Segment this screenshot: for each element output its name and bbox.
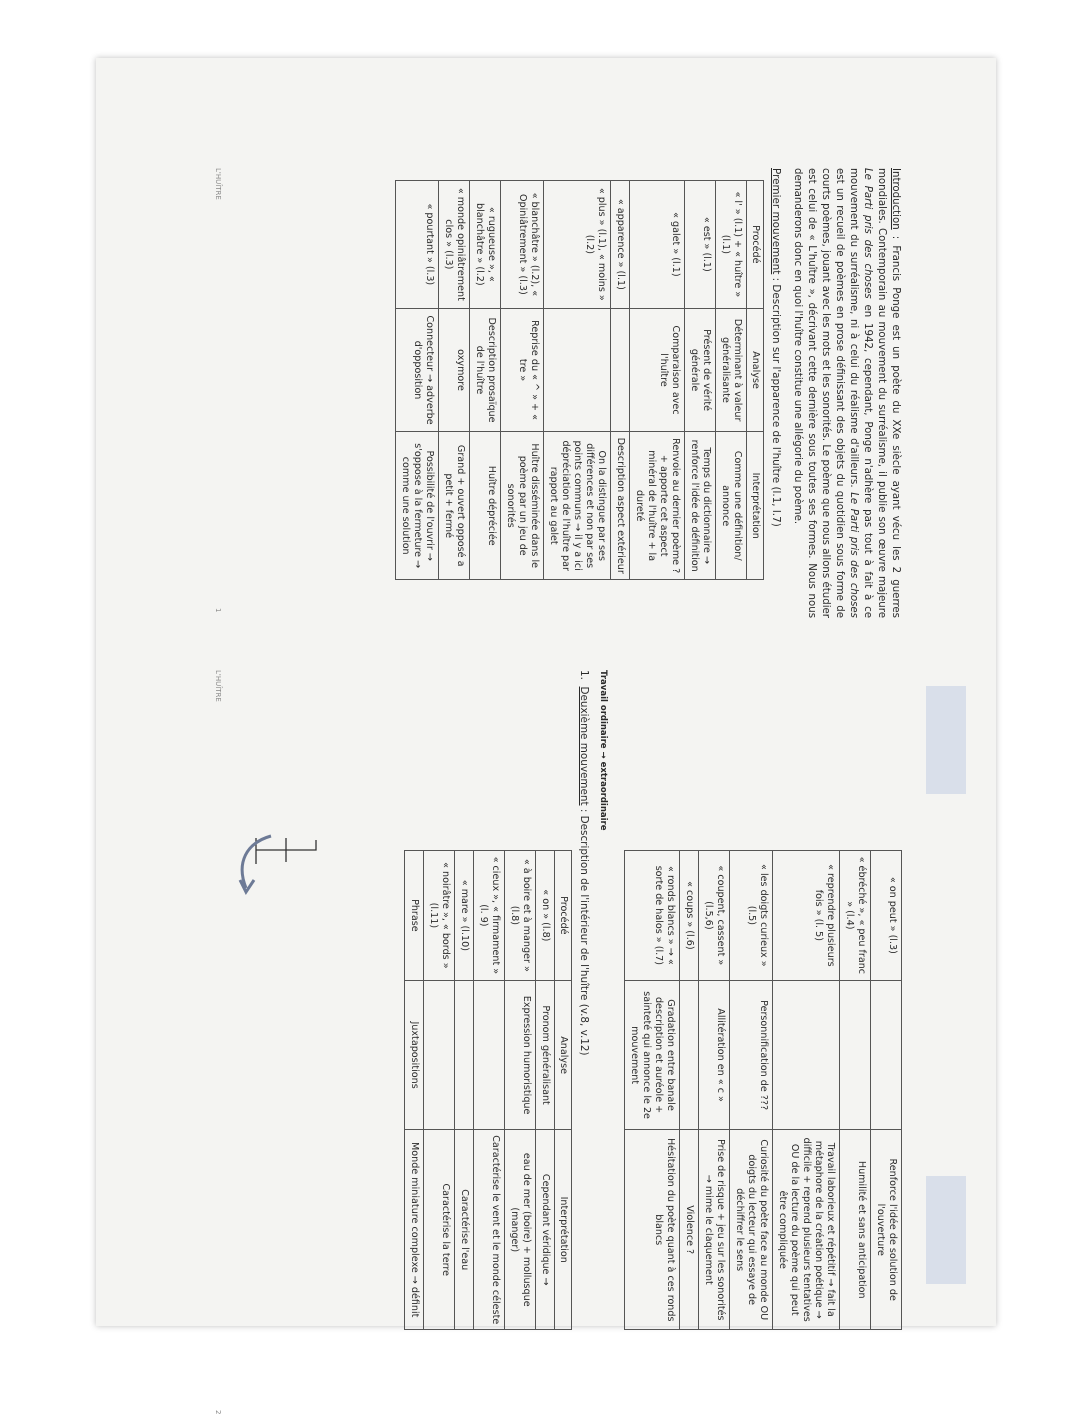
cell-procede: « cieux », « firmament » (l. 9) <box>474 851 505 981</box>
cell-procede: « l' » (l.1) + « huître » (l.1) <box>716 181 747 309</box>
cell-procede: « reprendre plusieurs fois » (l. 5) <box>773 851 840 981</box>
cell-procede: « blanchâtre » (l.2), « Opiniâtrement » (l.3) <box>501 181 544 309</box>
transition-note: Travail ordinaire → extraordinaire <box>598 670 608 831</box>
cell-analyse: Déterminant à valeur généralisante <box>716 308 747 432</box>
cell-interpretation: Humilité et sans anticipation <box>840 1130 871 1330</box>
cell-interpretation: Caractérise le vent et le monde céleste <box>474 1130 505 1330</box>
analysis-table-1-continued <box>624 850 902 1330</box>
cell-interpretation: Huître dépréciée <box>470 432 501 580</box>
cell-procede: « monde opiniâtrement clos » (l.3) <box>439 181 470 309</box>
table-row <box>470 181 501 580</box>
cell-interpretation: Cependant véridique → <box>536 1130 555 1330</box>
cell-procede: « ébréché », « peu franc » (l.4) <box>840 851 871 981</box>
cell-analyse <box>611 308 630 432</box>
table-row <box>625 851 680 1330</box>
cell-procede: « coupent, cassent » (l.5,6) <box>699 851 730 981</box>
cell-procede: « apparence » (l.1) <box>611 181 630 309</box>
table-row <box>630 181 685 580</box>
table-row <box>474 851 505 1330</box>
cell-interpretation: Renforce l'idée de solution de l'ouverture <box>871 1130 902 1330</box>
cell-analyse: Comparaison avec l'huître <box>630 308 685 432</box>
table-row <box>699 851 730 1330</box>
introduction-paragraph: Introduction : Francis Ponge est un poète du XXe siècle ayant vécu les 2 guerres mondiales. Contemporain au mouvement du surréalisme, il publie son œuvre majeure Le Parti pris des choses en 1942, cependant, Ponge n'adhère pas tout à fait à ce mouvement du surréalisme, ni à celui du réalisme d'ailleurs. Le Parti pris des choses est un recueil de poèmes en prose définissant des objets du quotidien sous forme de courts poèmes, jouant avec les mots et les sonorités. Le poème que nous allons étudier est celui de « L'huître », décrivant cette dernière sous toutes ses formes. Nous nous demanderons donc en quoi l'huître constitue une allégorie du poème. <box>792 168 901 618</box>
column-header: Procédé <box>747 181 764 309</box>
cell-procede: Phrase <box>405 851 424 981</box>
table-row <box>501 181 544 580</box>
cell-interpretation: Violence ? <box>680 1130 699 1330</box>
table-row <box>544 181 611 580</box>
cell-interpretation: Description aspect extérieur <box>611 432 630 580</box>
table-row <box>680 851 699 1330</box>
cell-procede: « galet » (l.1) <box>630 181 685 309</box>
cell-procede: « noirâtre », « bords » (l.11) <box>424 851 455 981</box>
cell-analyse: Pronom généralisant <box>536 980 555 1130</box>
cell-procede: « les doigts curieux » (l.5) <box>730 851 773 981</box>
curved-arrow-icon <box>216 828 326 908</box>
cell-interpretation: Renvoie au dernier poème ? + apporte cet aspect minéral de l'huître + la dureté <box>630 432 685 580</box>
cell-procede: « pourtant » (l.3) <box>396 181 439 309</box>
table-row <box>730 851 773 1330</box>
page-number: 2 <box>214 1410 222 1414</box>
table-row <box>840 851 871 1330</box>
page-number: 1 <box>214 608 222 613</box>
cell-procede: « rugueuse », « blanchâtre » (l.2) <box>470 181 501 309</box>
footer-title: L'HUÎTRE <box>214 168 222 200</box>
cell-analyse <box>840 980 871 1130</box>
cell-procede: « ronds blancs » → « sorte de halos » (l.7) <box>625 851 680 981</box>
table-row <box>396 181 439 580</box>
book-title: Le Parti pris des choses <box>848 492 859 618</box>
cell-interpretation: Caractérise l'eau <box>455 1130 474 1330</box>
table-row <box>611 181 630 580</box>
cell-interpretation: Monde miniature complexe → définit <box>405 1130 424 1330</box>
cell-procede: « on peut » (l.3) <box>871 851 902 981</box>
column-header: Interprétation <box>555 1130 572 1330</box>
cell-interpretation: Hésitation du poète quant à ces ronds blancs <box>625 1130 680 1330</box>
cell-analyse <box>871 980 902 1130</box>
table-row <box>773 851 840 1330</box>
table-row <box>424 851 455 1330</box>
page-1-content <box>214 168 902 618</box>
cell-analyse <box>424 980 455 1130</box>
analysis-table-1 <box>395 180 764 580</box>
cell-procede: « à boire et à manger » (l.8) <box>505 851 536 981</box>
cell-analyse: oxymore <box>439 308 470 432</box>
book-title: Le Parti pris des choses <box>862 168 873 299</box>
cell-procede: « est » (l.1) <box>685 181 716 309</box>
cell-interpretation: Caractérise la terre <box>424 1130 455 1330</box>
cell-analyse: Juxtapositions <box>405 980 424 1130</box>
page-2-header-band <box>926 1176 966 1284</box>
cell-procede: « plus » (l.1), « moins » (l.2) <box>544 181 611 309</box>
table-row <box>505 851 536 1330</box>
cell-interpretation: eau de mer (boire) + mollusque (manger) <box>505 1130 536 1330</box>
footer-title: L'HUÎTRE <box>214 670 222 702</box>
cell-interpretation: Temps du dictionnaire → renforce l'idée de définition <box>685 432 716 580</box>
column-header: Procédé <box>555 851 572 981</box>
cell-analyse: Présent de vérité générale <box>685 308 716 432</box>
cell-interpretation: Travail laborieux et répétitif → fait la métaphore de la création poétique → difficile + reprend plusieurs tentatives OU de la lecture du poème qui peut être compliquée <box>773 1130 840 1330</box>
table-row <box>685 181 716 580</box>
page-1-header-band <box>926 686 966 794</box>
cell-analyse: Allitération en « c » <box>699 980 730 1130</box>
cell-interpretation: Comme une définition/ annonce <box>716 432 747 580</box>
cell-analyse <box>544 308 611 432</box>
cell-procede: « on » (l.8) <box>536 851 555 981</box>
column-header: Analyse <box>747 308 764 432</box>
cell-interpretation: On la distingue par ses différences et non par ses points communs → il y a ici dépréciation de l'huître par rapport au galet <box>544 432 611 580</box>
column-header: Analyse <box>555 980 572 1130</box>
cell-analyse <box>680 980 699 1130</box>
intro-label: Introduction <box>890 168 901 230</box>
cell-analyse <box>474 980 505 1130</box>
document-page <box>96 58 996 1414</box>
cell-procede: « mare » (l.10) <box>455 851 474 981</box>
cell-analyse: Reprise du « ^ » + « tre » <box>501 308 544 432</box>
cell-analyse: Gradation entre banale description et auréole + sainteté qui annonce le 2e mouvement <box>625 980 680 1130</box>
cell-analyse: Expression humoristique <box>505 980 536 1130</box>
second-movement-heading: 1. Deuxième mouvement : Description de l'intérieur de l'huître (v.8, v.12) <box>578 670 590 1056</box>
table-row <box>455 851 474 1330</box>
table-row <box>439 181 470 580</box>
cell-interpretation: Huître disséminée dans le poème par un jeu de sonorités <box>501 432 544 580</box>
cell-analyse <box>773 980 840 1130</box>
table-row <box>716 181 747 580</box>
cell-analyse: Personnification de ??? <box>730 980 773 1130</box>
cell-interpretation: Possibilité de l'ouvrir → s'oppose à la fermeture → comme une solution <box>396 432 439 580</box>
cell-analyse: Description prosaïque de l'huître <box>470 308 501 432</box>
table-row <box>871 851 902 1330</box>
table-row <box>536 851 555 1330</box>
cell-analyse: Connecteur → adverbe d'opposition <box>396 308 439 432</box>
cell-interpretation: Prise de risque + jeu sur les sonorités → mime le claquement <box>699 1130 730 1330</box>
cell-interpretation: Curiosité du poète face au monde OU doigts du lecteur qui essaye de déchiffrer le sens <box>730 1130 773 1330</box>
table-row <box>405 851 424 1330</box>
page-2-content <box>214 670 902 1414</box>
cell-interpretation: Grand + ouvert opposé a petit + fermé <box>439 432 470 580</box>
cell-analyse <box>455 980 474 1130</box>
column-header: Interprétation <box>747 432 764 580</box>
first-movement-heading: Premier mouvement : Description sur l'apparence de l'huître (l.1, l.7) <box>770 168 782 527</box>
analysis-table-2 <box>404 850 572 1330</box>
cell-procede: « coups » (l.6) <box>680 851 699 981</box>
